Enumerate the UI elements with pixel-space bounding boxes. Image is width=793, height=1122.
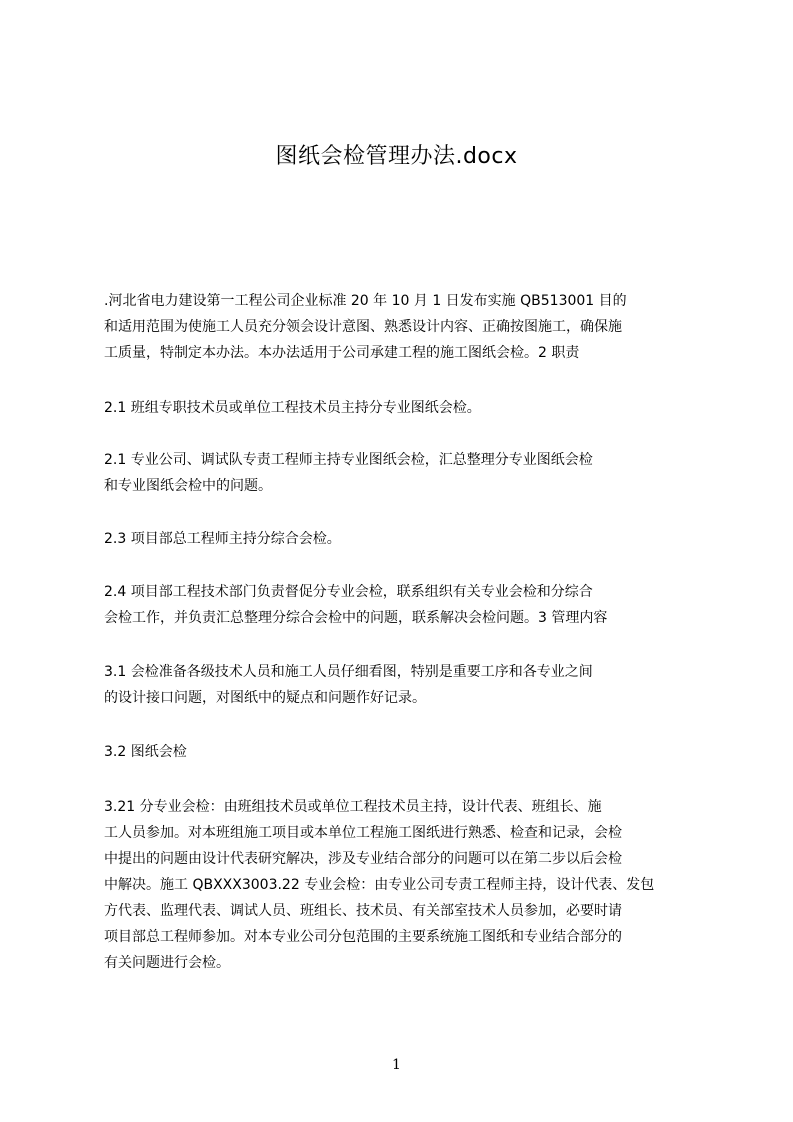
paragraph-line: 2.1 专业公司、调试队专责工程师主持专业图纸会检，汇总整理分专业图纸会检 <box>104 452 593 468</box>
paragraph-3 <box>104 447 700 499</box>
paragraph-line: 的设计接口问题，对图纸中的疑点和问题作好记录。 <box>104 690 426 706</box>
paragraph-4 <box>104 526 700 552</box>
page-number: 1 <box>392 1057 401 1073</box>
paragraph-line: .河北省电力建设第一工程公司企业标准 20 年 10 月 1 日发布实施 QB513001 目的 <box>104 293 627 309</box>
paragraph-line: 3.2 图纸会检 <box>104 744 187 760</box>
paragraph-line: 2.3 项目部总工程师主持分综合会检。 <box>104 531 341 547</box>
paragraph-5 <box>104 579 700 631</box>
paragraph-line: 中提出的问题由设计代表研究解决，涉及专业结合部分的问题可以在第二步以后会检 <box>104 851 622 867</box>
paragraph-line: 和专业图纸会检中的问题。 <box>104 478 272 494</box>
paragraph-line: 2.1 班组专职技术员或单位工程技术员主持分专业图纸会检。 <box>104 400 481 416</box>
paragraph-8 <box>104 794 700 976</box>
paragraph-2 <box>104 395 700 421</box>
document-title: 图纸会检管理办法.docx <box>275 144 518 169</box>
paragraph-line: 有关问题进行会检。 <box>104 955 230 971</box>
paragraph-line: 2.4 项目部工程技术部门负责督促分专业会检，联系组织有关专业会检和分综合 <box>104 584 593 600</box>
paragraph-line: 和适用范围为使施工人员充分领会设计意图、熟悉设计内容、正确按图施工，确保施 <box>104 319 622 335</box>
paragraph-line: 工质量，特制定本办法。本办法适用于公司承建工程的施工图纸会检。2 职责 <box>104 345 580 361</box>
paragraph-line: 3.21 分专业会检：由班组技术员或单位工程技术员主持，设计代表、班组长、施 <box>104 799 602 815</box>
paragraph-line: 方代表、监理代表、调试人员、班组长、技术员、有关部室技术人员参加，必要时请 <box>104 903 622 919</box>
paragraph-line: 工人员参加。对本班组施工项目或本单位工程施工图纸进行熟悉、检查和记录，会检 <box>104 825 622 841</box>
paragraph-7 <box>104 739 700 765</box>
paragraph-line: 项目部总工程师参加。对本专业公司分包范围的主要系统施工图纸和专业结合部分的 <box>104 929 622 945</box>
paragraph-line: 3.1 会检准备各级技术人员和施工人员仔细看图，特别是重要工序和各专业之间 <box>104 664 593 680</box>
paragraph-6 <box>104 659 700 711</box>
paragraph-line: 中解决。施工 QBXXX3003.22 专业会检：由专业公司专责工程师主持，设计代表、发包 <box>104 877 655 893</box>
paragraph-1 <box>104 288 700 366</box>
paragraph-line: 会检工作，并负责汇总整理分综合会检中的问题，联系解决会检问题。3 管理内容 <box>104 610 608 626</box>
